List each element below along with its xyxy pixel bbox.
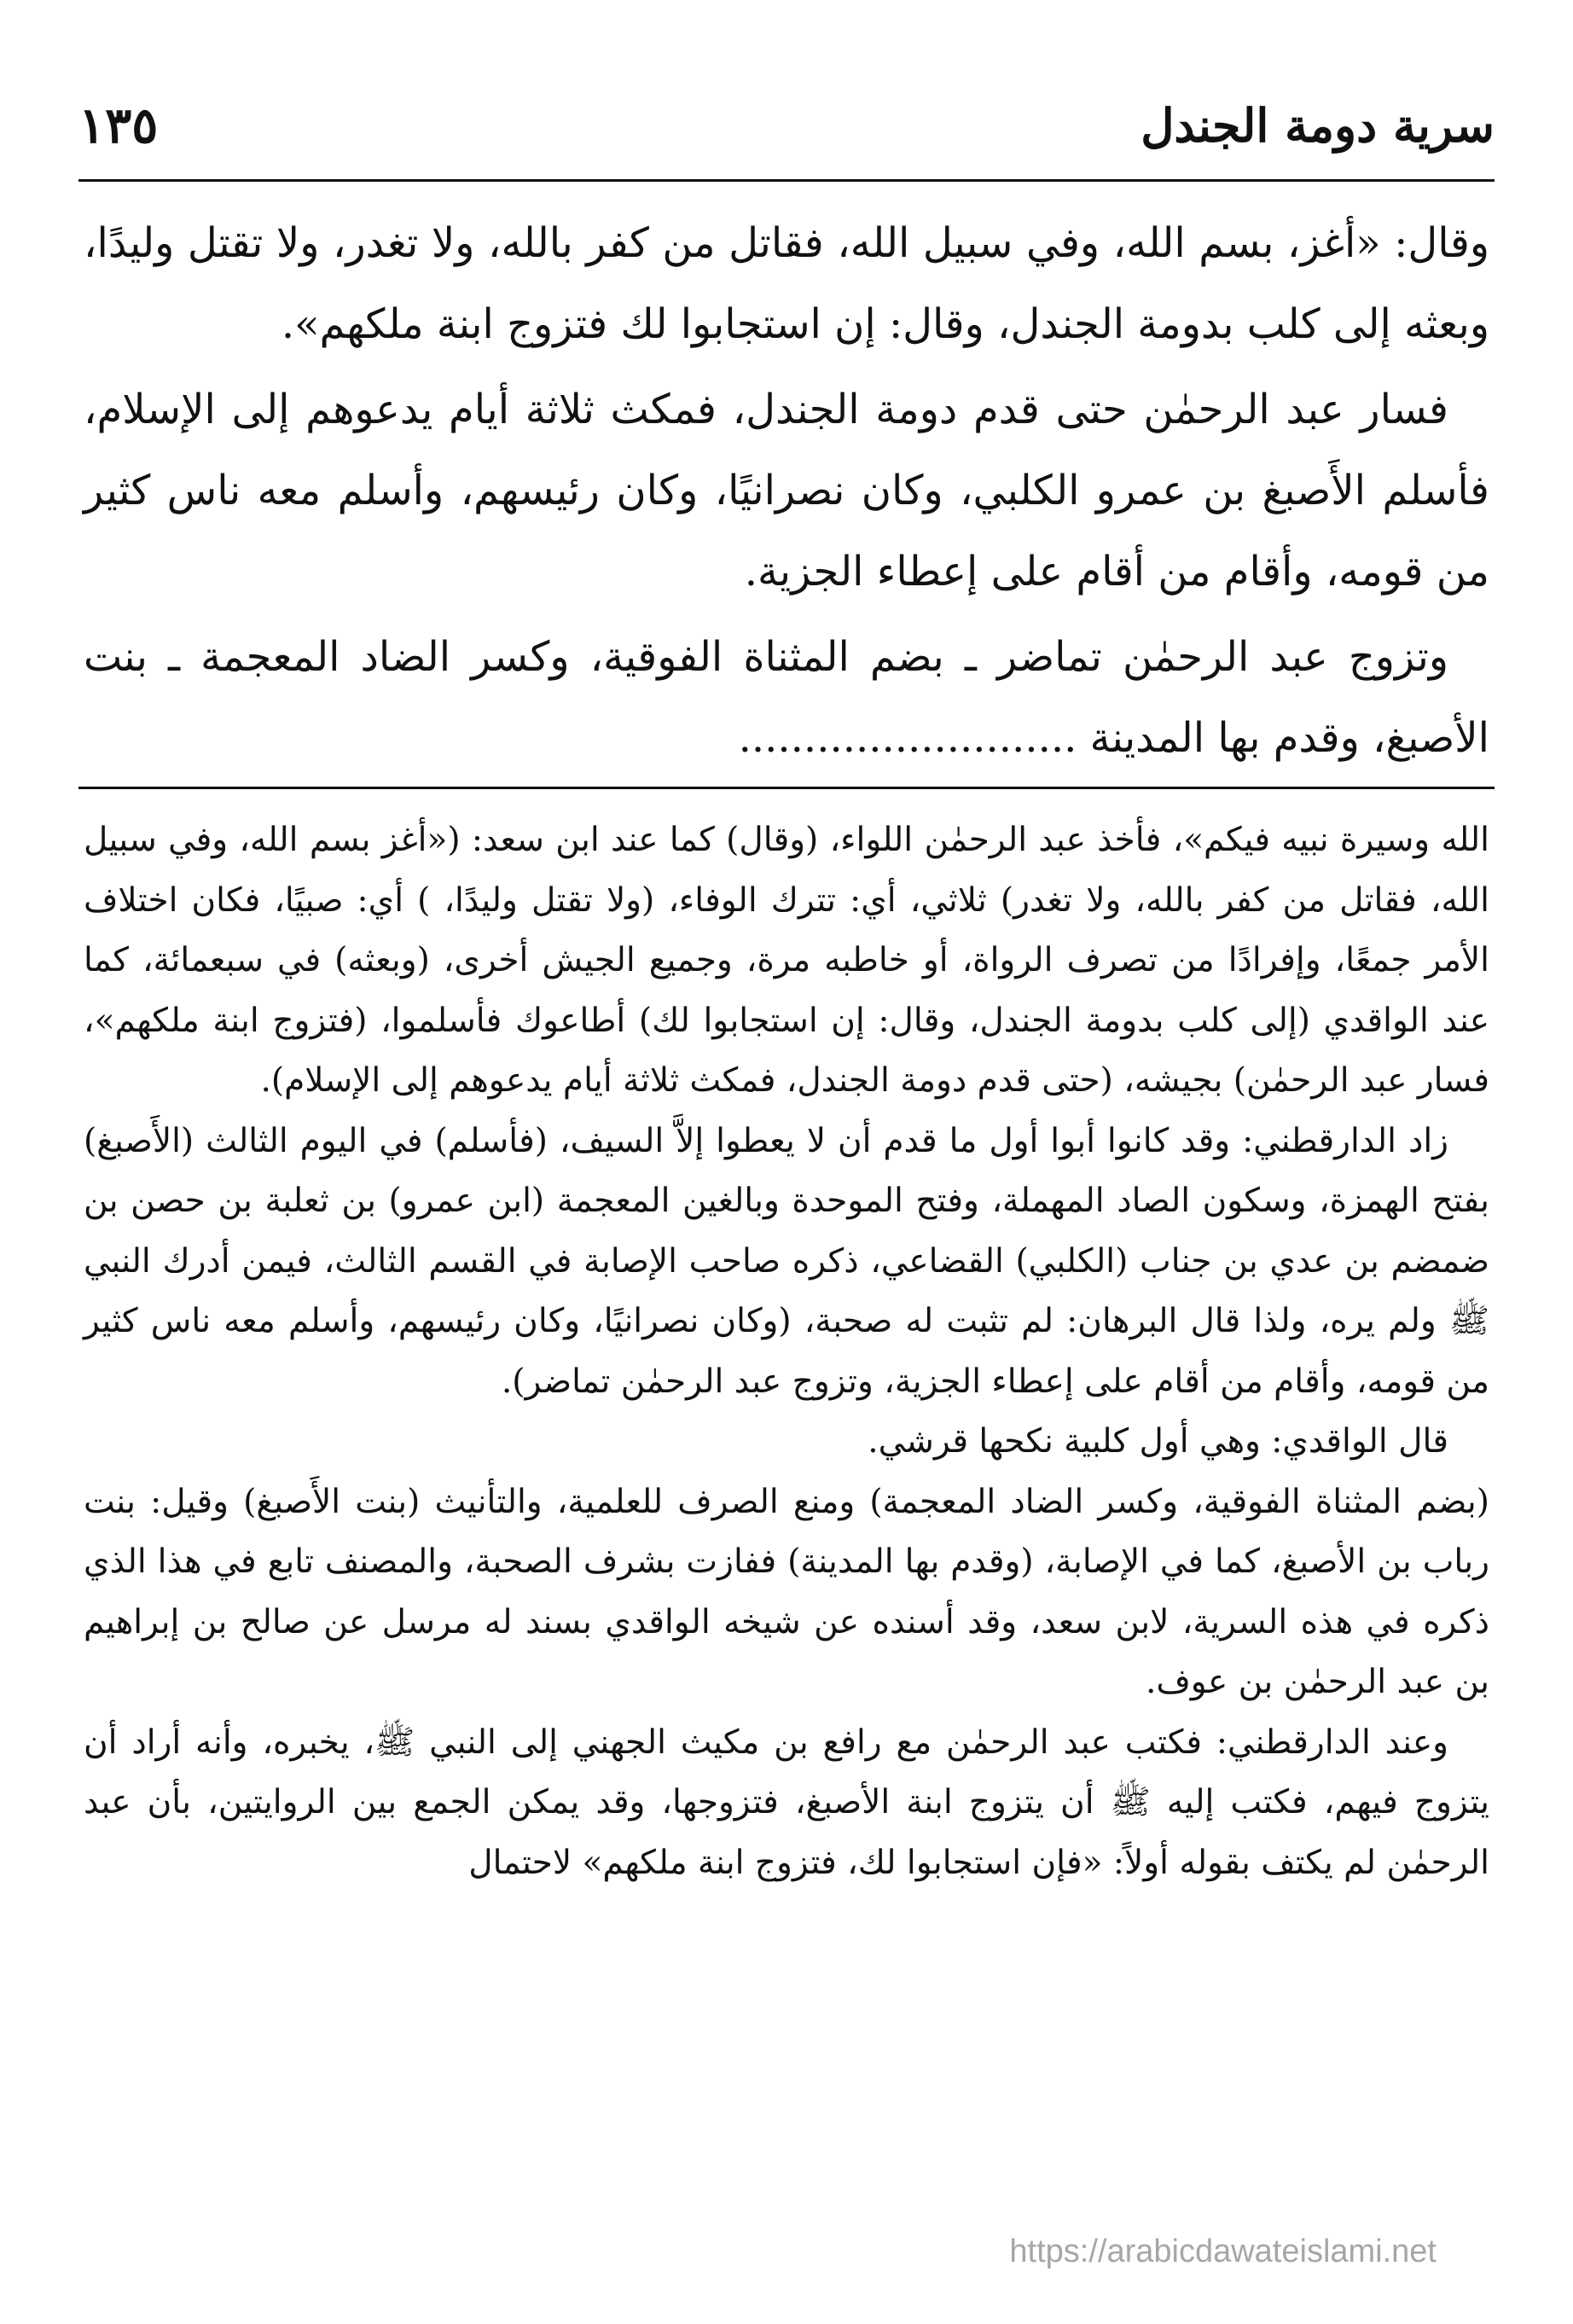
main-paragraph-2: فسار عبد الرحمٰن حتى قدم دومة الجندل، فمكث ثلاثة أيام يدعوهم إلى الإسلام، فأسلم الأَصبغ بن عمرو الكلبي، وكان نصرانيًا، وكان رئيسهم، وأسلم معه ناس كثير من قومه، وأقام من أقام على إعطاء الجزية. (84, 386, 1489, 596)
header-rule (78, 179, 1495, 182)
main-paragraph-1: وقال: «أغز، بسم الله، وفي سبيل الله، فقاتل من كفر بالله، ولا تغدر، ولا تقتل وليدًا، وبعثه إلى كلب بدومة الجندل، وقال: إن استجابوا لك فتزوج ابنة ملكهم». (84, 219, 1489, 348)
page-number: ١٣٥ (78, 96, 159, 154)
watermark-url: https://arabicdawateislami.net (1009, 2234, 1437, 2269)
chapter-title: سرية دومة الجندل (1141, 98, 1495, 153)
main-text-block (84, 203, 1489, 762)
commentary-paragraph-2: زاد الدارقطني: وقد كانوا أبوا أول ما قدم أن لا يعطوا إلاَّ السيف، (فأسلم) في اليوم الثالث (الأَصبغ) بفتح الهمزة، وسكون الصاد المهملة، وفتح الموحدة وبالغين المعجمة (ابن عمرو) بن ثعلبة بن حصن بن ضمضم بن عدي بن جناب (الكلبي) القضاعي، ذكره صاحب الإصابة في القسم الثالث، فيمن أدرك النبي ﷺ ولم يره، ولذا قال البرهان: لم تثبت له صحبة، (وكان نصرانيًا، وكان رئيسهم، وأسلم معه ناس كثير من قومه، وأقام من أقام على إعطاء الجزية، وتزوج عبد الرحمٰن تماضر). (84, 1121, 1490, 1401)
commentary-block (84, 810, 1489, 2222)
commentary-paragraph-3: قال الواقدي: وهي أول كلبية نكحها قرشي. (868, 1422, 1448, 1461)
commentary-paragraph-1: الله وسيرة نبيه فيكم»، فأخذ عبد الرحمٰن اللواء، (وقال) كما عند ابن سعد: («أغز بسم الله، وفي سبيل الله، فقاتل من كفر بالله، ولا تغدر) ثلاثي، أي: تترك الوفاء، (ولا تقتل وليدًا، ) أي: صبيًا، فكان اختلاف الأمر جمعًا، وإفرادًا من تصرف الرواة، أو خاطبه مرة، وجميع الجيش أخرى، (وبعثه) في سبعمائة، كما عند الواقدي (إلى كلب بدومة الجندل، وقال: إن استجابوا لك) أطاعوك فأسلموا، (فتزوج ابنة ملكهم»، فسار عبد الرحمٰن) بجيشه، (حتى قدم دومة الجندل، فمكث ثلاثة أيام يدعوهم إلى الإسلام). (84, 821, 1489, 1100)
main-paragraph-3: وتزوج عبد الرحمٰن تماضر ـ بضم المثناة الفوقية، وكسر الضاد المعجمة ـ بنت الأصبغ، وقدم بها المدينة .......................... (84, 633, 1489, 762)
running-header (78, 78, 1495, 172)
commentary-paragraph-5: وعند الدارقطني: فكتب عبد الرحمٰن مع رافع بن مكيث الجهني إلى النبي ﷺ، يخبره، وأنه أراد أن يتزوج فيهم، فكتب إليه ﷺ أن يتزوج ابنة الأصبغ، فتزوجها، وقد يمكن الجمع بين الروايتين، بأن عبد الرحمٰن لم يكتف بقوله أولاً: «فإن استجابوا لك، فتزوج ابنة ملكهم» لاحتمال (84, 1723, 1489, 1882)
footnote-separator (78, 787, 1495, 789)
commentary-paragraph-4: (بضم المثناة الفوقية، وكسر الضاد المعجمة) ومنع الصرف للعلمية، والتأنيث (بنت الأَصبغ) وقيل: بنت رباب بن الأصبغ، كما في الإصابة، (وقدم بها المدينة) ففازت بشرف الصحبة، والمصنف تابع في هذا الذي ذكره في هذه السرية، لابن سعد، وقد أسنده عن شيخه الواقدي بسند له مرسل عن صالح بن إبراهيم بن عبد الرحمٰن بن عوف. (84, 1482, 1489, 1701)
